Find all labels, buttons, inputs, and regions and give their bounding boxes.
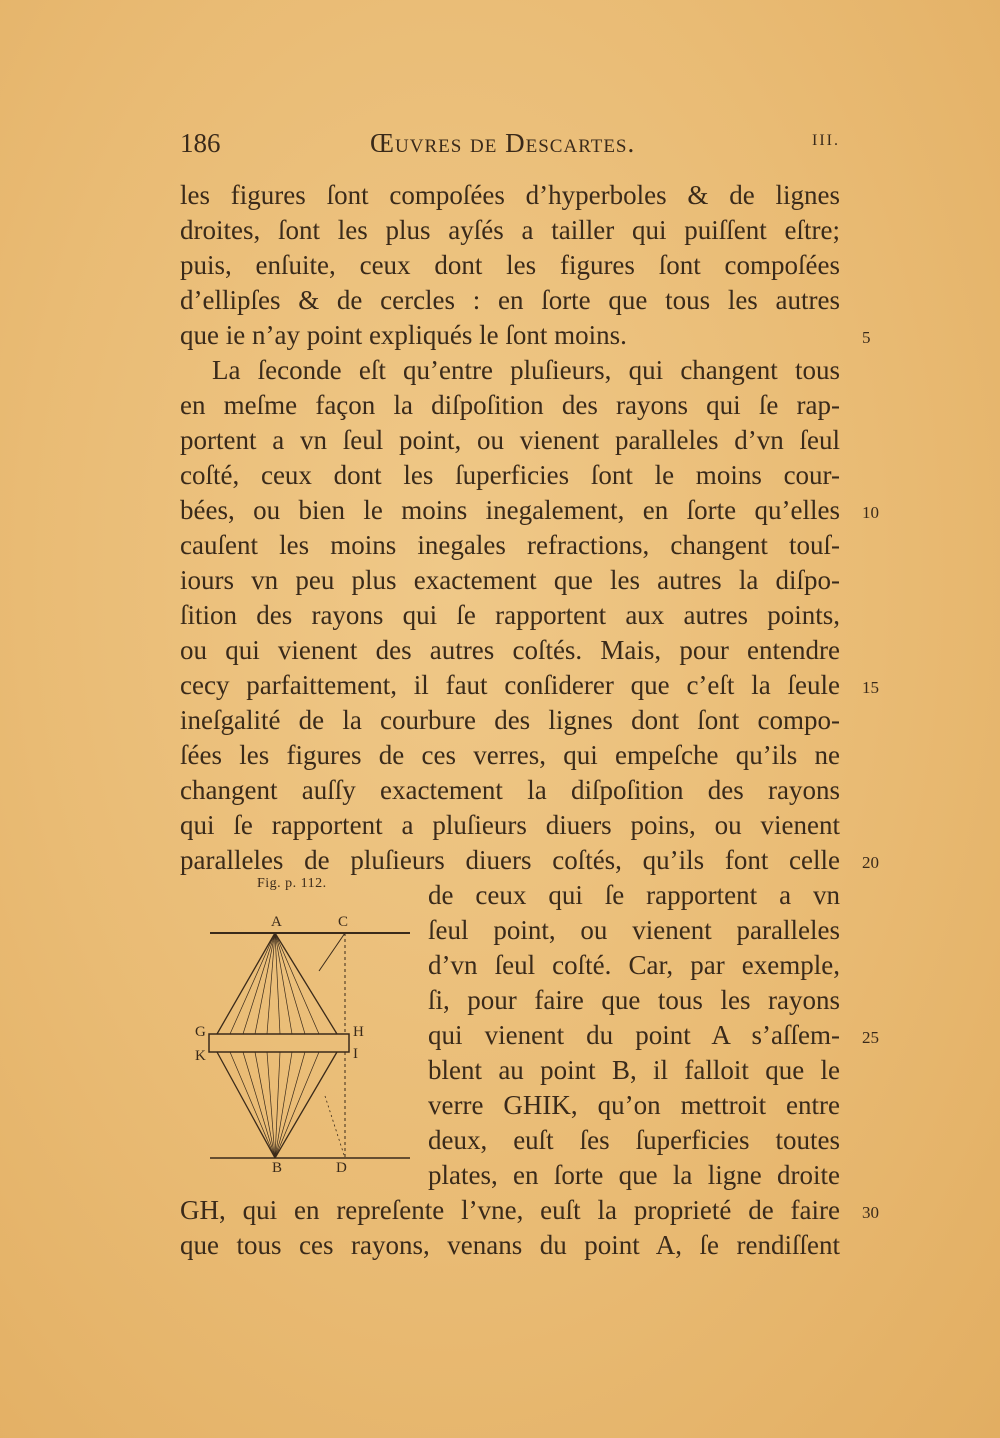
text-line: droites, ſont les plus ayſés a tailler qui puiſſent eſtre; <box>180 215 840 245</box>
text-line: ſition des rayons qui ſe rapportent aux autres points, <box>180 600 840 630</box>
lens-diagram-drawing <box>195 896 415 1176</box>
text-line: ſeul point, ou vienent paralleles <box>428 915 840 945</box>
figure-label-i: I <box>353 1046 358 1062</box>
text-line: portent a vn ſeul point, ou vienent paralleles d’vn ſeul <box>180 425 840 455</box>
text-line: qui vienent du point A s’aſſem- <box>428 1020 840 1050</box>
line-number: 15 <box>862 678 879 697</box>
text-line: d’vn ſeul coſté. Car, par exemple, <box>428 950 840 980</box>
text-line: que tous ces rayons, venans du point A, ſe rendiſſent <box>180 1230 840 1260</box>
text-line: deux, euſt ſes ſuperficies toutes <box>428 1125 840 1155</box>
page-number: 186 <box>180 128 221 158</box>
text-line: bées, ou bien le moins inegalement, en ſorte qu’elles <box>180 495 840 525</box>
line-number: 5 <box>862 328 871 347</box>
line-number: 10 <box>862 503 879 522</box>
figure-label-c: C <box>338 914 349 930</box>
text-line: puis, enſuite, ceux dont les figures ſont compoſées <box>180 250 840 280</box>
figure-label-k: K <box>195 1048 206 1064</box>
running-header <box>180 128 840 164</box>
text-line: verre GHIK, qu’on mettroit entre <box>428 1090 840 1120</box>
text-line: blent au point B, il falloit que le <box>428 1055 840 1085</box>
line-number: 20 <box>862 853 879 872</box>
figure-label-h: H <box>353 1024 364 1040</box>
running-title: Œuvres de Descartes. <box>370 128 636 158</box>
text-line: ſées les figures de ces verres, qui empeſche qu’ils ne <box>180 740 840 770</box>
text-line: ou qui vienent des autres coſtés. Mais, pour entendre <box>180 635 840 665</box>
text-line: qui ſe rapportent a pluſieurs diuers poins, ou vienent <box>180 810 840 840</box>
text-line: de ceux qui ſe rapportent a vn <box>428 880 840 910</box>
text-line: plates, en ſorte que la ligne droite <box>428 1160 840 1190</box>
lens-diagram <box>195 876 415 1176</box>
text-line: que ie n’ay point expliqués le ſont moins. <box>180 320 627 350</box>
text-line: changent auſſy exactement la diſpoſition des rayons <box>180 775 840 805</box>
text-line: cauſent les moins inegales refractions, changent touſ- <box>180 530 840 560</box>
text-line: en meſme façon la diſpoſition des rayons qui ſe rap- <box>180 390 840 420</box>
text-line: les figures ſont compoſées d’hyperboles & de lignes <box>180 180 840 210</box>
section-number: III. <box>812 132 840 149</box>
figure-label-g: G <box>195 1024 206 1040</box>
text-line: GH, qui en repreſente l’vne, euſt la proprieté de faire <box>180 1195 840 1225</box>
text-line: ſi, pour faire que tous les rayons <box>428 985 840 1015</box>
text-line: ineſgalité de la courbure des lignes dont ſont compo- <box>180 705 840 735</box>
figure-label-b: B <box>272 1160 283 1176</box>
text-line: paralleles de pluſieurs diuers coſtés, qu’ils font celle <box>180 845 840 875</box>
line-number: 25 <box>862 1028 879 1047</box>
text-line: cecy parfaittement, il faut conſiderer que c’eſt la ſeule <box>180 670 840 700</box>
text-line: iours vn peu plus exactement que les autres la diſpo- <box>180 565 840 595</box>
text-line: d’ellipſes & de cercles : en ſorte que tous les autres <box>180 285 840 315</box>
text-line: La ſeconde eſt qu’entre pluſieurs, qui changent tous <box>212 355 840 385</box>
line-number: 30 <box>862 1203 879 1222</box>
figure-label-a: A <box>271 914 282 930</box>
text-line: coſté, ceux dont les ſuperficies ſont le moins cour- <box>180 460 840 490</box>
figure-caption: Fig. p. 112. <box>257 876 327 891</box>
figure-label-d: D <box>336 1160 347 1176</box>
